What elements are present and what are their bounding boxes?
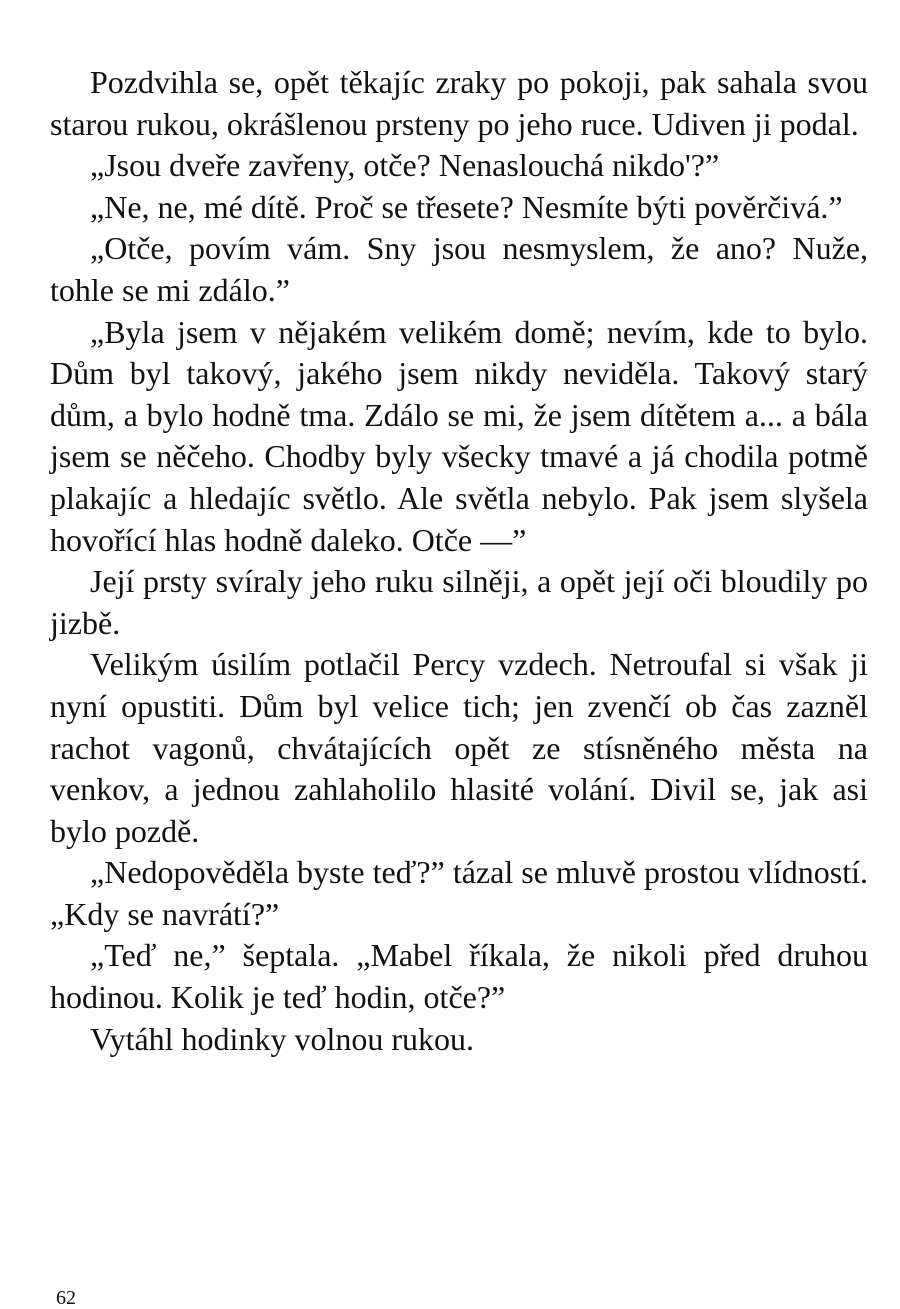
paragraph-5: „Byla jsem v nějakém velikém domě; nevím, kde to bylo. Dům byl takový, jakého jsem nikdy neviděla. Takový starý dům, a bylo hodně tma. Zdálo se mi, že jsem dítětem a... a bála jsem se něčeho. Chodby byly všecky tmavé a já chodila potmě plakajíc a hledajíc světlo. Ale světla nebylo. Pak jsem slyšela hovořící hlas hodně daleko. Otče —” <box>50 313 868 558</box>
page-number: 62 <box>56 1287 76 1309</box>
paragraph-4: „Otče, povím vám. Sny jsou nesmyslem, že ano? Nuže, tohle se mi zdálo.” <box>50 230 868 308</box>
paragraph-8: „Nedopověděla byste teď?” tázal se mluvě prostou vlídností. „Kdy se navrátí?” <box>50 854 868 932</box>
page-body <box>50 62 868 1060</box>
paragraph-10: Vytáhl hodinky volnou rukou. <box>90 1020 474 1057</box>
paragraph-2: „Jsou dveře zavřeny, otče? Nenaslouchá nikdo'?” <box>90 147 720 184</box>
paragraph-6: Její prsty svíraly jeho ruku silněji, a opět její oči bloudily po jizbě. <box>50 563 868 641</box>
paragraph-3: „Ne, ne, mé dítě. Proč se třesete? Nesmíte býti pověrčivá.” <box>90 188 843 225</box>
paragraph-1: Pozdvihla se, opět těkajíc zraky po pokoji, pak sahala svou starou rukou, okrášlenou prsteny po jeho ruce. Udiven ji podal. <box>50 64 868 142</box>
paragraph-9: „Teď ne,” šeptala. „Mabel říkala, že nikoli před druhou hodinou. Kolik je teď hodin, otče?” <box>50 937 868 1016</box>
paragraph-7: Velikým úsilím potlačil Percy vzdech. Netroufal si však ji nyní opustiti. Dům byl velice tich; jen zvenčí ob čas zazněl rachot vagonů, chvátajících opět ze stísněného města na venkov, a jednou zahlaholilo hlasité volání. Divil se, jak asi bylo pozdě. <box>50 646 868 849</box>
